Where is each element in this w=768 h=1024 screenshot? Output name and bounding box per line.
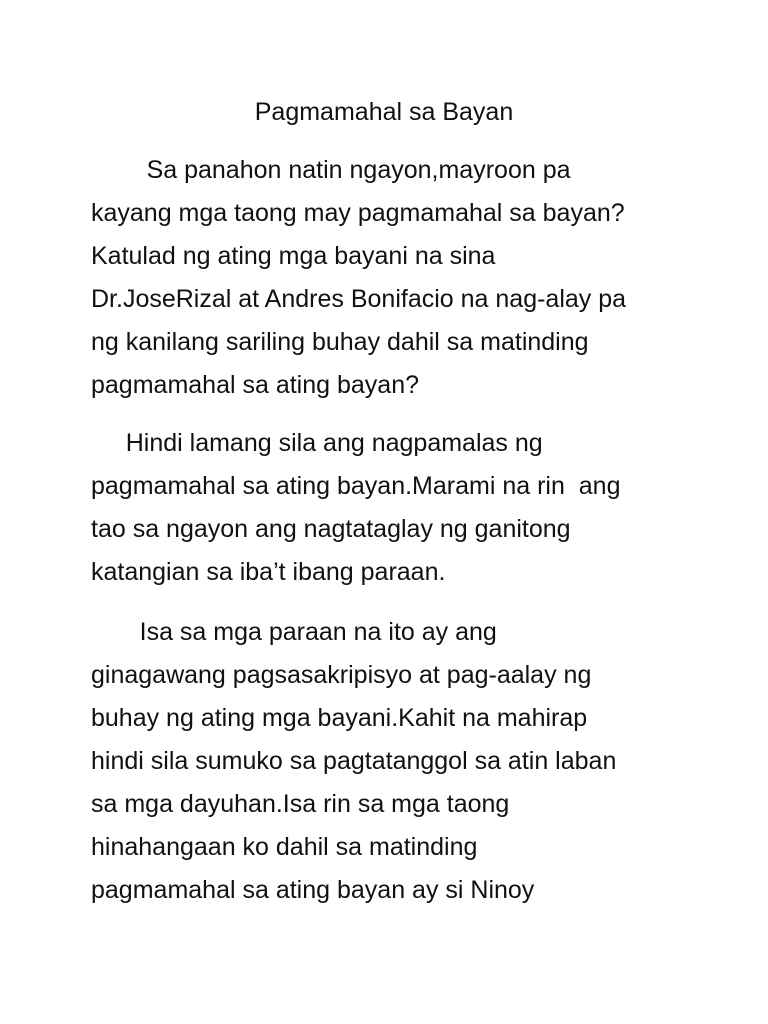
paragraph-3	[91, 611, 691, 912]
paragraph-line: Sa panahon natin ngayon,mayroon pa	[91, 156, 571, 184]
paragraph-line: Dr.JoseRizal at Andres Bonifacio na nag-alay pa	[91, 285, 627, 313]
paragraph-line: sa mga dayuhan.Isa rin sa mga taong	[91, 790, 510, 818]
paragraph-line: hindi sila sumuko sa pagtatanggol sa atin laban	[91, 747, 617, 775]
paragraph-line: pagmamahal sa ating bayan ay si Ninoy	[91, 876, 535, 904]
paragraph-1	[91, 149, 691, 407]
paragraph-line: ng kanilang sariling buhay dahil sa matinding	[91, 328, 589, 356]
paragraph-line: katangian sa iba’t ibang paraan.	[91, 558, 446, 586]
paragraph-line: pagmamahal sa ating bayan?	[91, 371, 420, 399]
paragraph-line: Katulad ng ating mga bayani na sina	[91, 242, 496, 270]
paragraph-line: tao sa ngayon ang nagtataglay ng ganitong	[91, 515, 571, 543]
paragraph-line: kayang mga taong may pagmamahal sa bayan?	[91, 199, 625, 227]
paragraph-line: pagmamahal sa ating bayan.Marami na rin ang	[91, 472, 621, 500]
paragraph-line: Hindi lamang sila ang nagpamalas ng	[91, 429, 543, 457]
paragraph-line: hinahangaan ko dahil sa matinding	[91, 833, 478, 861]
paragraph-line: Isa sa mga paraan na ito ay ang	[91, 618, 497, 646]
document-title: Pagmamahal sa Bayan	[254, 98, 514, 126]
paragraph-2	[91, 422, 691, 594]
paragraph-line: buhay ng ating mga bayani.Kahit na mahirap	[91, 704, 588, 732]
paragraph-line: ginagawang pagsasakripisyo at pag-aalay ng	[91, 661, 592, 689]
